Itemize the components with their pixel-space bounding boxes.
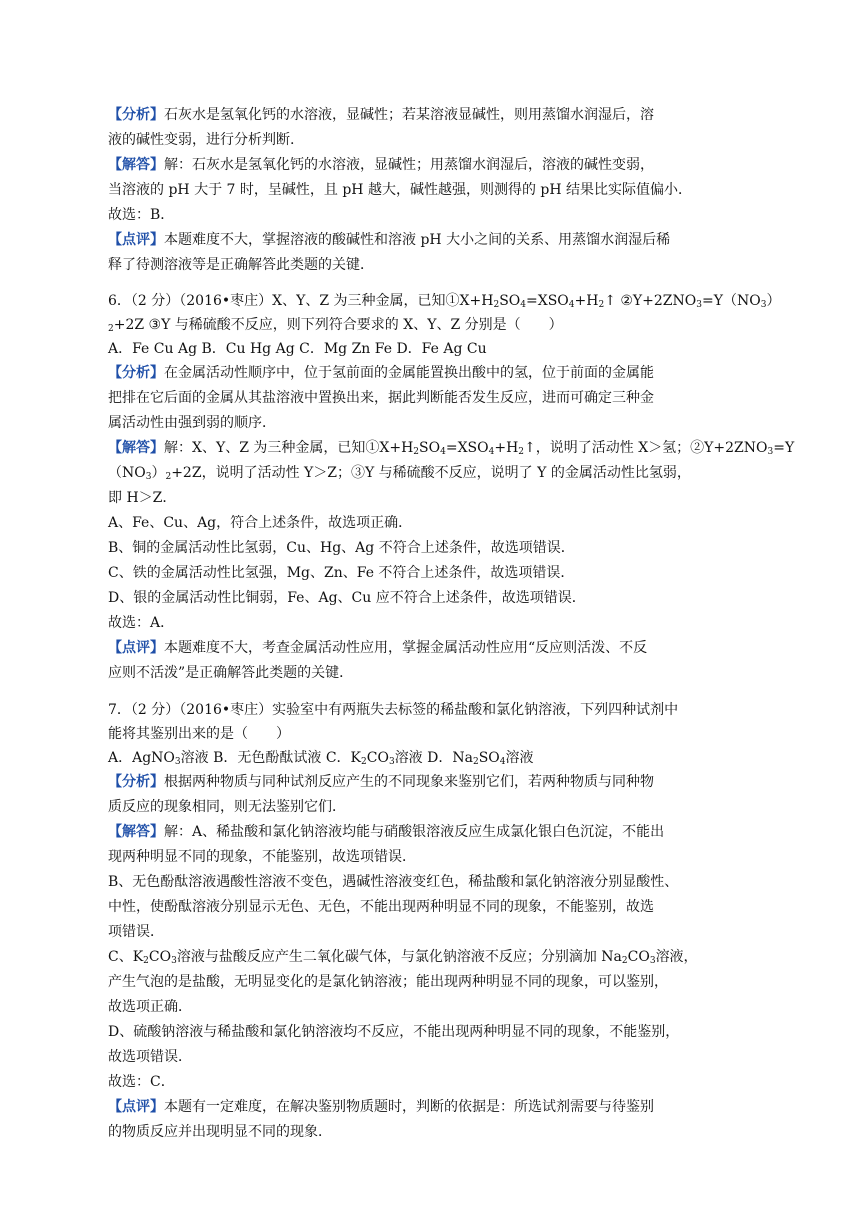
q7-stem-line-1: 7．（2 分）（2016•枣庄）实验室中有两瓶失去标签的稀盐酸和氯化钠溶液，下列四种试剂中 — [108, 702, 679, 718]
q6-comment-line-2: 应则不活泼”是正确解答此类题的关键． — [108, 665, 354, 681]
q5-comment-line-1: 【点评】本题难度不大，掌握溶液的酸碱性和溶液 pH 大小之间的关系、用蒸馏水润湿后稀 — [108, 232, 671, 248]
q6-solution-line-3: 即 H＞Z． — [108, 490, 177, 506]
q6-solution-line-4: A、Fe、Cu、Ag，符合上述条件，故选项正确． — [108, 515, 413, 531]
q5-solution-line-1: 【解答】解：石灰水是氢氧化钙的水溶液，显碱性；用蒸馏水润湿后，溶液的碱性变弱， — [108, 157, 654, 173]
q7-solution-line-2: 现两种明显不同的现象，不能鉴别，故选项错误． — [108, 849, 416, 865]
comment-tag: 【点评】 — [108, 232, 164, 248]
q7-solution-line-1: 【解答】解：A、稀盐酸和氯化钠溶液均能与硝酸银溶液反应生成氯化银白色沉淀，不能出 — [108, 824, 665, 840]
q6-solution-line-8: 故选：A． — [108, 615, 175, 631]
q5-analysis-line-2: 液的碱性变弱，进行分析判断. — [108, 132, 295, 148]
comment-tag: 【点评】 — [108, 640, 164, 656]
q7-solution-line-4: 中性，使酚酞溶液分别显示无色、无色，不能出现两种明显不同的现象，不能鉴别，故选 — [108, 899, 654, 915]
q5-solution-line-2: 当溶液的 pH 大于 7 时，呈碱性，且 pH 越大，碱性越强，则测得的 pH 结果比实际值偏小． — [108, 182, 693, 198]
q5-analysis-line-1: 【分析】石灰水是氢氧化钙的水溶液，显碱性；若某溶液显碱性，则用蒸馏水润湿后，溶 — [108, 107, 654, 123]
q6-analysis-line-1: 【分析】在金属活动性顺序中，位于氢前面的金属能置换出酸中的氢，位于前面的金属能 — [108, 365, 654, 381]
q7-solution-line-9: D、硫酸钠溶液与稀盐酸和氯化钠溶液均不反应，不能出现两种明显不同的现象，不能鉴别， — [108, 1024, 680, 1040]
q7-analysis-line-1: 【分析】根据两种物质与同种试剂反应产生的不同现象来鉴别它们，若两种物质与同种物 — [108, 774, 654, 790]
solution-tag: 【解答】 — [108, 440, 164, 456]
q6-analysis-line-2: 把排在它后面的金属从其盐溶液中置换出来，据此判断能否发生反应，进而可确定三种金 — [108, 390, 654, 406]
q7-solution-line-5: 项错误． — [108, 924, 164, 940]
q6-solution-line-2: $(NO_3)_2+2Z$，说明了活动性 Y＞Z；③Y 与稀硫酸不反应，说明了 Y 的金属活动性比氢弱， — [108, 465, 691, 482]
analysis-tag: 【分析】 — [108, 107, 164, 123]
q6-solution-line-5: B、铜的金属活动性比氢弱，Cu、Hg、Ag 不符合上述条件，故选项错误． — [108, 540, 575, 556]
q7-stem-line-2: 能将其鉴别出来的是（ ） — [108, 726, 290, 742]
q7-comment-line-2: 的物质反应并出现明显不同的现象． — [108, 1124, 332, 1140]
q5-comment-line-2: 释了待测溶液等是正确解答此类题的关键． — [108, 257, 374, 273]
q7-solution-line-11: 故选：C． — [108, 1074, 175, 1090]
q7-solution-line-6: C、$K_2CO_3$溶液与盐酸反应产生二氧化碳气体，与氯化钠溶液不反应；分别滴加 $Na_2CO_3$溶液， — [108, 949, 698, 966]
q7-comment-line-1: 【点评】本题有一定难度，在解决鉴别物质题时，判断的依据是：所选试剂需要与待鉴别 — [108, 1099, 654, 1115]
q7-solution-line-7: 产生气泡的是盐酸，无明显变化的是氯化钠溶液；能出现两种明显不同的现象，可以鉴别， — [108, 974, 668, 990]
solution-tag: 【解答】 — [108, 157, 164, 173]
q6-stem-line-2: $_2$+2Z ③Y 与稀硫酸不反应，则下列符合要求的 X、Y、Z 分别是（ ） — [108, 317, 563, 334]
q6-options: A．Fe Cu Ag B．Cu Hg Ag C．Mg Zn Fe D．Fe Ag Cu — [108, 341, 487, 357]
q6-comment-line-1: 【点评】本题难度不大，考查金属活动性应用，掌握金属活动性应用“反应则活泼、不反 — [108, 640, 648, 656]
q7-analysis-line-2: 质反应的现象相同，则无法鉴别它们． — [108, 799, 346, 815]
q7-solution-line-3: B、无色酚酞溶液遇酸性溶液不变色，遇碱性溶液变红色，稀盐酸和氯化钠溶液分别显酸性、 — [108, 874, 679, 890]
solution-tag: 【解答】 — [108, 824, 164, 840]
q6-solution-line-6: C、铁的金属活动性比氢强，Mg、Zn、Fe 不符合上述条件，故选项错误． — [108, 565, 575, 581]
q7-options: A．AgNO$_3$溶液 B．无色酚酞试液 C．$K_2CO_3$溶液 D．$Na_2SO_4$溶液 — [108, 750, 534, 767]
q6-stem-line-1: 6．（2 分）（2016•枣庄）X、Y、Z 为三种金属，已知$①X+H_2SO_4=XSO_4+H_2↑$ $②Y+2ZNO_3=Y(NO_3)$ — [108, 293, 781, 310]
q5-solution-line-3: 故选：B． — [108, 207, 175, 223]
analysis-tag: 【分析】 — [108, 774, 164, 790]
q6-solution-line-7: D、银的金属活动性比铜弱，Fe、Ag、Cu 应不符合上述条件，故选项错误． — [108, 590, 586, 606]
q6-analysis-line-3: 属活动性由强到弱的顺序． — [108, 415, 276, 431]
q7-solution-line-10: 故选项错误． — [108, 1049, 192, 1065]
comment-tag: 【点评】 — [108, 1099, 164, 1115]
analysis-tag: 【分析】 — [108, 365, 164, 381]
q6-solution-line-1: 【解答】解：X、Y、Z 为三种金属，已知$①X+H_2SO_4=XSO_4+H_2↑$，说明了活动性 X＞氢；$②Y+2ZNO_3=Y$ — [108, 440, 795, 457]
q7-solution-line-8: 故选项正确． — [108, 999, 192, 1015]
